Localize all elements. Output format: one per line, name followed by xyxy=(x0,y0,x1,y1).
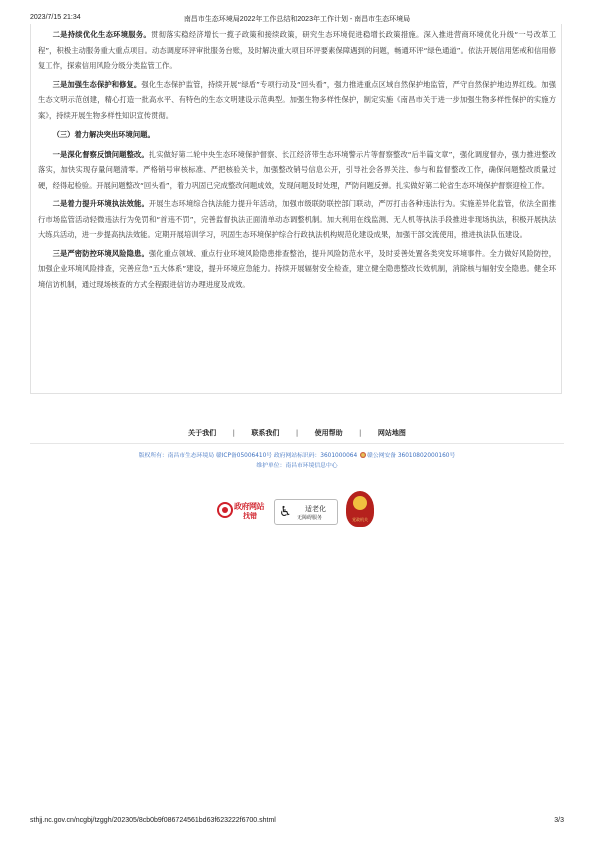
footer-link-help[interactable]: 使用帮助 xyxy=(314,429,343,437)
article-paragraph xyxy=(38,196,556,243)
paragraph-text: 开展生态环境综合执法能力提升年活动，加强市级联防联控部门联动，严厉打击各种违法行为。实施差异化监管，依法全面推行市场监管活动轻微违法行为免罚和“首违不罚”，完善监督执法正面清单动态调整机制。加大利用在线监测、无人机等执法手段推进非现场执法，积极开展执法大练兵活动，进一步提高执法效能。定期开展培训学习，巩固生态环境保护综合行政执法机构规范化建设成果，加强干部交流使用，推进执法队伍建设。 xyxy=(38,199,557,239)
paragraph-lead: 二是持续优化生态环境服务。 xyxy=(52,30,152,39)
footer-link-about[interactable]: 关于我们 xyxy=(188,429,217,437)
paragraph-lead: 三是加强生态保护和修复。 xyxy=(52,79,142,89)
paragraph-text: 强化生态保护监管，持续开展“绿盾”专项行动及“回头看”，强力推进重点区域自然保护地监管，严守自然保护地边界红线。加强生态文明示范创建，精心打造一批高水平、有特色的生态文明建设示范典型。加强生物多样性保护，制定实施《南昌市关于进一步加强生物多样性保护的实施方案》，持续开展生物多样性知识宣传贯彻。 xyxy=(38,79,557,120)
footer-divider xyxy=(30,443,564,444)
dept-logo-label: 党政机关 xyxy=(352,517,368,522)
paragraph-text: 强化重点领域、重点行业环境风险隐患排查整治，提升风险防范水平，及时妥善处置各类突发环境事件。全力做好风险防控，加强企业环境风险排查，完善应急“五大体系”建设，提升环境应急能力。持续开展辐射安全检查，建立健全隐患整改长效机制，消除核与辐射安全隐患。健全环境信访机制，通过现场核查的方式全程跟进信访办理进度及成效。 xyxy=(38,248,557,289)
paragraph-lead: 一是深化督察反馈问题整改。 xyxy=(52,149,149,159)
paragraph-lead: 二是着力提升环境执法效能。 xyxy=(52,199,149,208)
footer-separator: | xyxy=(232,429,235,437)
footer-maintainer: 维护单位：南昌市环境信息中心 xyxy=(256,463,338,469)
national-emblem-icon xyxy=(353,496,367,510)
footer-link-sitemap[interactable]: 网站地图 xyxy=(377,429,406,437)
paragraph-text: 贯彻落实稳经济增长一揽子政策和接续政策，研究生态环境促进稳增长政策措施。深入推进营商环境优化升级“一号改革工程”，积极主动服务重大重点项目。动态调度环评审批服务台账，及时解决重大项目环评要素保障遇到的问题，畅通环评“绿色通道”。依法开展信用惩戒和信用修复工作，探索信用风险分级分类监管工作。 xyxy=(38,30,557,70)
paragraph-lead: 三是严密防控环境风险隐患。 xyxy=(52,248,149,258)
accessibility-logo-title: 适老化 xyxy=(305,505,326,513)
print-datetime: 2023/7/15 21:34 xyxy=(30,14,81,21)
wheelchair-icon: ♿ xyxy=(279,504,292,520)
gov-site-error-report-logo[interactable] xyxy=(217,500,267,522)
footer-logos xyxy=(0,490,594,530)
article-paragraph xyxy=(38,27,556,74)
accessibility-service-logo[interactable] xyxy=(274,499,338,525)
footer-info xyxy=(0,451,594,471)
article-paragraph xyxy=(38,147,556,194)
footer-copyright-row xyxy=(0,451,594,461)
print-url: sthjj.nc.gov.cn/ncgbj/tzggh/202305/8cb0b9f086724561bd63f623222f6700.shtml xyxy=(30,817,276,824)
gov-logo-title: 政府网站 xyxy=(234,502,264,511)
print-page-title: 南昌市生态环境局2022年工作总结和2023年工作计划 - 南昌市生态环境局 xyxy=(183,16,411,23)
police-badge-icon xyxy=(360,452,366,458)
gov-logo-sub: 找错 xyxy=(243,512,257,520)
gov-site-mark-icon xyxy=(217,502,233,518)
section-subheading: （三）着力解决突出环境问题。 xyxy=(52,130,155,139)
article-body xyxy=(38,27,556,292)
footer-police-record[interactable]: 赣公网安备 36010802000160号 xyxy=(367,453,456,459)
footer-separator: | xyxy=(295,429,299,437)
footer-copyright[interactable]: 版权所有：南昌市生态环境局 赣ICP备05006410号 政府网站标识码：3601000064 xyxy=(138,453,358,459)
print-page-number: 3/3 xyxy=(554,817,564,824)
article-paragraph xyxy=(38,77,556,124)
footer-nav xyxy=(0,428,594,438)
accessibility-logo-sub: 无障碍服务 xyxy=(297,515,323,521)
footer-separator: | xyxy=(359,429,362,437)
article-paragraph xyxy=(38,246,556,293)
party-gov-agency-logo[interactable] xyxy=(346,491,374,527)
footer-link-contact[interactable]: 联系我们 xyxy=(251,429,280,437)
paragraph-text: 扎实做好第二轮中央生态环境保护督察、长江经济带生态环境警示片等督察整改“后半篇文章”，强化调度督办，强力推进整改落实，加快实现存量问题清零。严格销号审核标准、严把核验关卡，加强整改销号信息公开，引导社会各界关注、参与和监督整改工作，确保问题整改质量过硬，经得起检验。开展问题整改“回头看”，着力巩固已完成整改问题成效，发现问题及时处理，严防问题反弹。扎实做好第二轮省生态环境保护督察迎检工作。 xyxy=(38,149,557,190)
